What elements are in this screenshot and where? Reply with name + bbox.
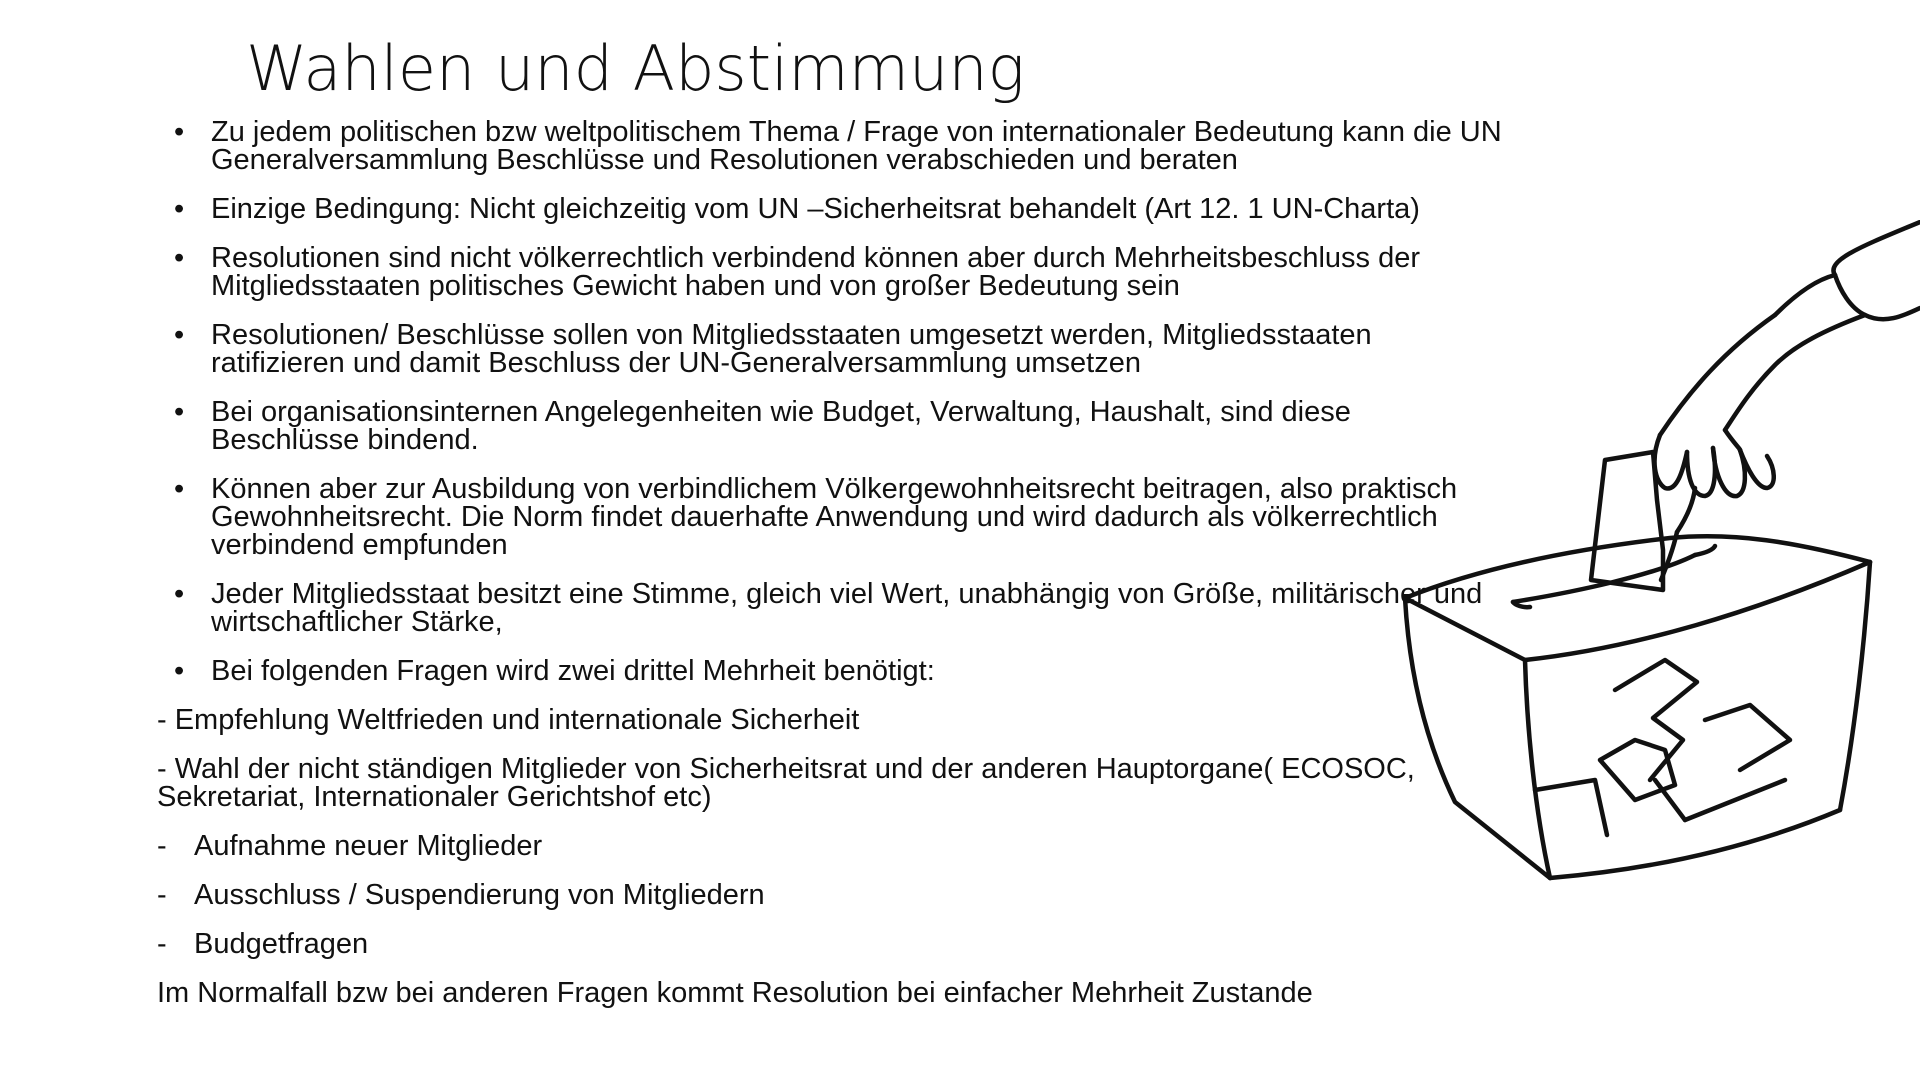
dash-item: - Ausschluss / Suspendierung von Mitgliedern: [157, 881, 1487, 909]
bullet-item: • Bei organisationsinternen Angelegenheiten wie Budget, Verwaltung, Haushalt, sind diese Beschlüsse bindend.: [174, 398, 1504, 454]
list-item: - Wahl der nicht ständigen Mitglieder von Sicherheitsrat und der anderen Hauptorgane( ECOSOC, Sekretariat, Internationaler Gerichtshof etc): [157, 753, 1415, 813]
list-item: Im Normalfall bzw bei anderen Fragen kommt Resolution bei einfacher Mehrheit Zustande: [157, 977, 1313, 1009]
slide-title: Wahlen und Abstimmung: [246, 32, 1025, 105]
bullet-item: • Bei folgenden Fragen wird zwei drittel Mehrheit benötigt:: [174, 657, 1504, 685]
bullet-item: • Zu jedem politischen bzw weltpolitischem Thema / Frage von internationaler Bedeutung kann die UN Generalversammlung Beschlüsse und Resolutionen verabschieden und beraten: [174, 118, 1504, 174]
dash-item: - Aufnahme neuer Mitglieder: [157, 832, 1487, 860]
dash-item: - Budgetfragen: [157, 930, 1487, 958]
bullet-item: • Resolutionen/ Beschlüsse sollen von Mitgliedsstaaten umgesetzt werden, Mitgliedsstaaten ratifizieren und damit Beschluss der UN-Generalversammlung umsetzen: [174, 321, 1504, 377]
ballot-box-icon: [1395, 220, 1920, 890]
list-item: - Empfehlung Weltfrieden und internationale Sicherheit: [157, 704, 860, 736]
bullet-item: • Resolutionen sind nicht völkerrechtlich verbindend können aber durch Mehrheitsbeschluss der Mitgliedsstaaten politisches Gewicht haben und von großer Bedeutung sein: [174, 244, 1504, 300]
slide-content: [157, 116, 1504, 1028]
bullet-item: • Jeder Mitgliedsstaat besitzt eine Stimme, gleich viel Wert, unabhängig von Größe, militärischer und wirtschaftlicher Stärke,: [174, 580, 1504, 636]
bullet-item: • Können aber zur Ausbildung von verbindlichem Völkergewohnheitsrecht beitragen, also praktisch Gewohnheitsrecht. Die Norm findet dauerhafte Anwendung und wird dadurch als völkerrechtlich verbindend empfunden: [174, 475, 1504, 559]
bullet-item: • Einzige Bedingung: Nicht gleichzeitig vom UN –Sicherheitsrat behandelt (Art 12. 1 UN-Charta): [174, 195, 1504, 223]
